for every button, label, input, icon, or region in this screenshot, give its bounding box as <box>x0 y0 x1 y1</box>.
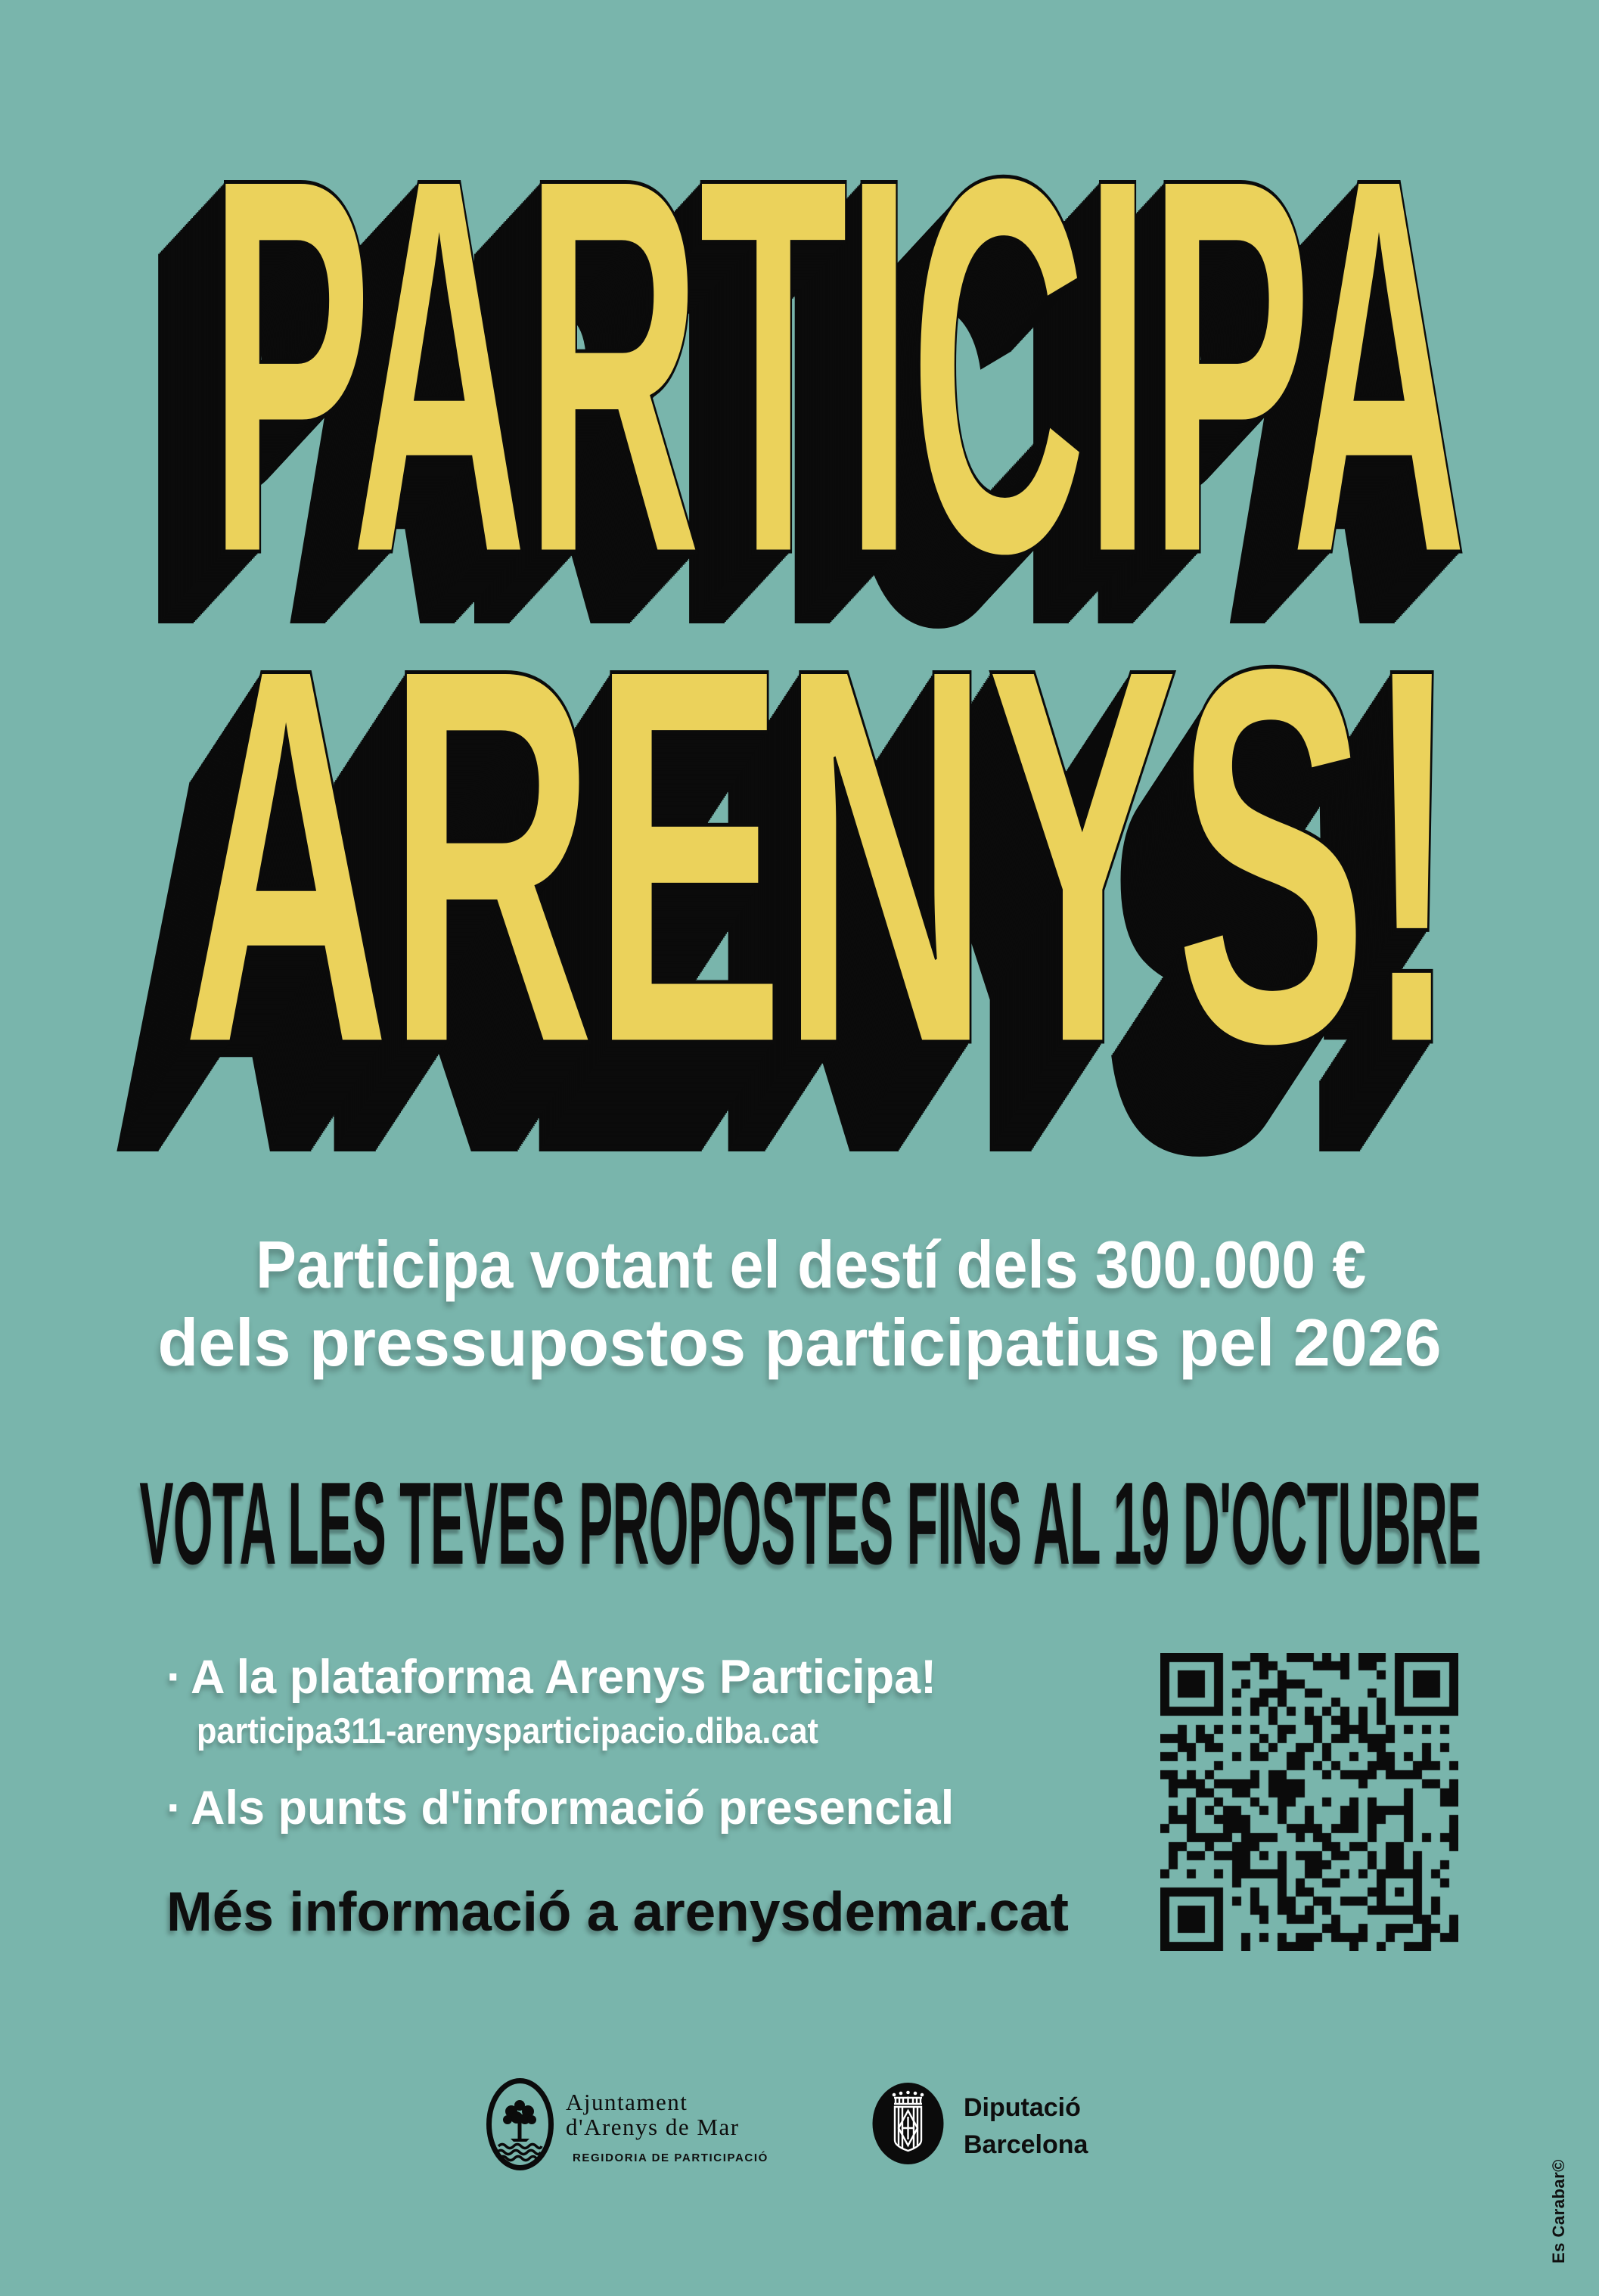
regidoria-label: REGIDORIA DE PARTICIPACIÓ <box>573 2152 768 2164</box>
diputacio-name-line-2: Barcelona <box>964 2130 1088 2159</box>
title-block-line-1 <box>0 66 1599 666</box>
qr-code-icon <box>1160 1653 1458 1951</box>
bullet-text: Als punts d'informació presencial <box>191 1782 955 1835</box>
diputacio-name-line-1: Diputació <box>964 2093 1081 2122</box>
arenys-seal-icon <box>486 2078 554 2170</box>
title-block-line-2 <box>0 556 1599 1156</box>
ajuntament-name-line-1: Ajuntament <box>566 2089 688 2115</box>
ajuntament-name-line-2: d'Arenys de Mar <box>566 2114 740 2140</box>
credit-vertical-text: Es Carabar© <box>1549 2159 1568 2263</box>
diputacio-emblem-icon <box>872 2082 944 2165</box>
intro-line-2: dels pressupostos participatius pel 2026 <box>157 1305 1442 1380</box>
bullet-marker: · <box>166 1782 182 1835</box>
platform-url: participa311-arenysparticipacio.diba.cat <box>197 1710 818 1751</box>
title-line-2: ARENYS! <box>181 556 1456 1156</box>
bullet-text: A la plataforma Arenys Participa! <box>191 1651 937 1704</box>
deadline-headline-row <box>0 1458 1599 1589</box>
title-line-1: PARTICIPA <box>208 66 1465 666</box>
bullet-item <box>166 1782 955 1835</box>
more-info-text: Més informació a arenysdemar.cat <box>166 1881 1069 1943</box>
bullet-item <box>166 1651 937 1704</box>
deadline-headline: VOTA LES TEVES PROPOSTES FINS AL 19 D'OCTUBRE <box>139 1458 1481 1589</box>
bullet-marker: · <box>166 1651 182 1704</box>
intro-line-1: Participa votant el destí dels 300.000 € <box>256 1227 1366 1302</box>
